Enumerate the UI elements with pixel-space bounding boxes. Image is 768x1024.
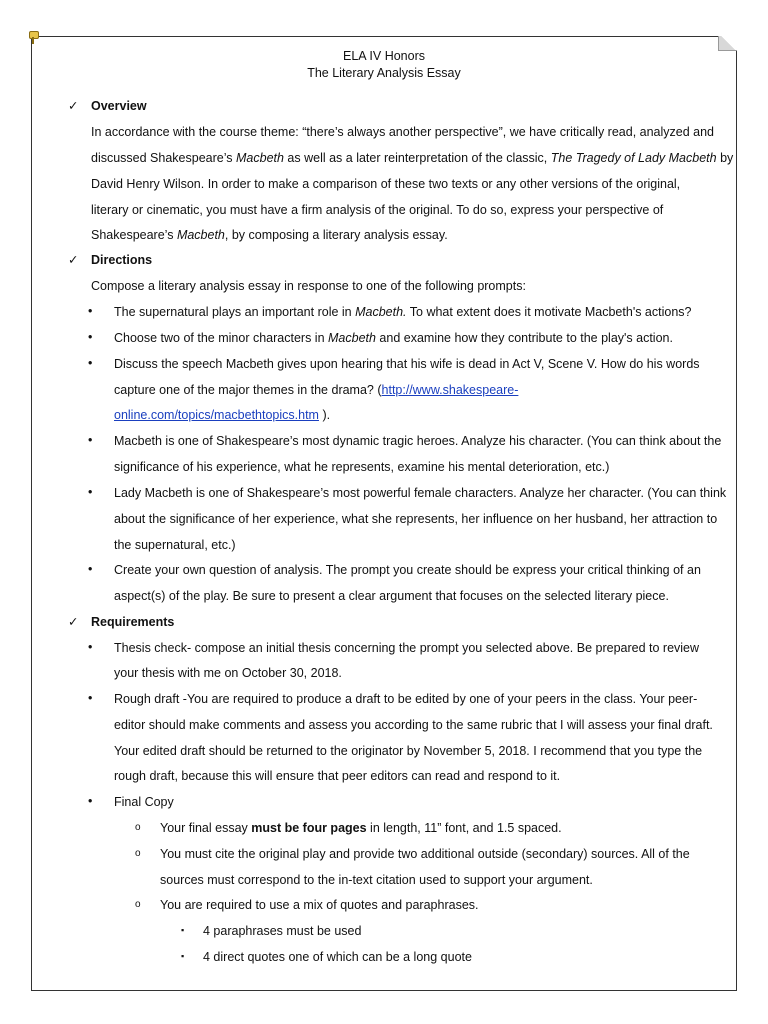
overview-line-2: discussed Shakespeare’s Macbeth as well as a later reinterpretation of the classic, The Tragedy of Lady Macbeth by xyxy=(91,151,734,165)
prompt-5-line-3: the supernatural, etc.) xyxy=(114,538,236,552)
bullet-icon: • xyxy=(88,691,93,705)
final-copy-2-line-2: sources must correspond to the in-text citation used to support your argument. xyxy=(160,873,593,887)
requirement-1-line-2: your thesis with me on October 30, 2018. xyxy=(114,666,342,680)
prompt-5-line-2: about the significance of her experience, what she represents, her influence on her husband, her attraction to xyxy=(114,512,718,526)
prompt-1: The supernatural plays an important role in Macbeth. To what extent does it motivate Macbeth's actions? xyxy=(114,305,692,319)
shakespeare-link[interactable]: http://www.shakespeare- xyxy=(381,383,519,397)
bullet-icon: • xyxy=(88,356,93,370)
document-header xyxy=(32,48,736,82)
final-copy-2-line-1: You must cite the original play and provide two additional outside (secondary) sources. All of the xyxy=(160,847,690,861)
overview-line-5: Shakespeare’s Macbeth, by composing a literary analysis essay. xyxy=(91,228,448,242)
circle-bullet-icon: o xyxy=(135,822,141,833)
overview-heading: Overview xyxy=(91,99,147,113)
overview-line-3: David Henry Wilson. In order to make a comparison of these two texts or any other versions of the original, xyxy=(91,177,681,191)
bullet-icon: • xyxy=(88,485,93,499)
final-copy-1: Your final essay must be four pages in length, 11” font, and 1.5 spaced. xyxy=(160,821,562,835)
requirement-3: Final Copy xyxy=(114,795,174,809)
requirement-2-line-3: Your edited draft should be returned to the originator by November 5, 2018. I recommend that you type the xyxy=(114,744,703,758)
requirement-1-line-1: Thesis check- compose an initial thesis concerning the prompt you selected above. Be prepared to review xyxy=(114,641,700,655)
requirement-2-line-4: rough draft, because this will ensure that peer editors can read and respond to it. xyxy=(114,769,561,783)
bullet-icon: • xyxy=(88,640,93,654)
square-bullet-icon: ▪ xyxy=(181,925,185,935)
prompt-2: Choose two of the minor characters in Macbeth and examine how they contribute to the play's action. xyxy=(114,331,673,345)
prompt-5-line-1: Lady Macbeth is one of Shakespeare’s most powerful female characters. Analyze her character. (You can think xyxy=(114,486,727,500)
checkmark-icon: ✓ xyxy=(68,615,79,629)
square-bullet-icon: ▪ xyxy=(181,951,185,961)
circle-bullet-icon: o xyxy=(135,899,141,910)
prompt-4-line-1: Macbeth is one of Shakespeare’s most dynamic tragic heroes. Analyze his character. (You can think about the xyxy=(114,434,722,448)
checkmark-icon: ✓ xyxy=(68,253,79,267)
overview-line-4: literary or cinematic, you must have a firm analysis of the original. To do so, express your perspective of xyxy=(91,203,664,217)
final-copy-3: You are required to use a mix of quotes and paraphrases. xyxy=(160,898,479,912)
directions-intro: Compose a literary analysis essay in response to one of the following prompts: xyxy=(91,279,526,293)
prompt-4-line-2: significance of his experience, what he represents, examine his mental deterioration, etc.) xyxy=(114,460,610,474)
prompt-6-line-2: aspect(s) of the play. Be sure to present a clear argument that focuses on the selected literary piece. xyxy=(114,589,669,603)
prompt-3-line-3: online.com/topics/macbethtopics.htm ). xyxy=(114,408,331,422)
shakespeare-link-cont[interactable]: online.com/topics/macbethtopics.htm xyxy=(114,408,319,422)
checkmark-icon: ✓ xyxy=(68,99,79,113)
requirements-heading: Requirements xyxy=(91,615,175,629)
circle-bullet-icon: o xyxy=(135,848,141,859)
bullet-icon: • xyxy=(88,330,93,344)
course-title: ELA IV Honors xyxy=(343,49,425,63)
directions-heading: Directions xyxy=(91,253,153,267)
sub-item-2: 4 direct quotes one of which can be a long quote xyxy=(203,950,472,964)
requirement-2-line-2: editor should make comments and assess you according to the same rubric that I will assess your final draft. xyxy=(114,718,713,732)
pushpin-icon xyxy=(28,31,38,45)
bullet-icon: • xyxy=(88,304,93,318)
prompt-3-line-2: capture one of the major themes in the drama? (http://www.shakespeare- xyxy=(114,383,519,397)
bullet-icon: • xyxy=(88,794,93,808)
prompt-6-line-1: Create your own question of analysis. The prompt you create should be express your critical thinking of an xyxy=(114,563,701,577)
bullet-icon: • xyxy=(88,433,93,447)
bullet-icon: • xyxy=(88,562,93,576)
overview-line-1: In accordance with the course theme: “there’s always another perspective”, we have critically read, analyzed and xyxy=(91,125,715,139)
sub-item-1: 4 paraphrases must be used xyxy=(203,924,362,938)
document-page xyxy=(31,36,737,991)
requirement-2-line-1: Rough draft -You are required to produce a draft to be edited by one of your peers in the class. Your peer- xyxy=(114,692,698,706)
prompt-3-line-1: Discuss the speech Macbeth gives upon hearing that his wife is dead in Act V, Scene V. How do his words xyxy=(114,357,700,371)
essay-title: The Literary Analysis Essay xyxy=(307,66,461,80)
